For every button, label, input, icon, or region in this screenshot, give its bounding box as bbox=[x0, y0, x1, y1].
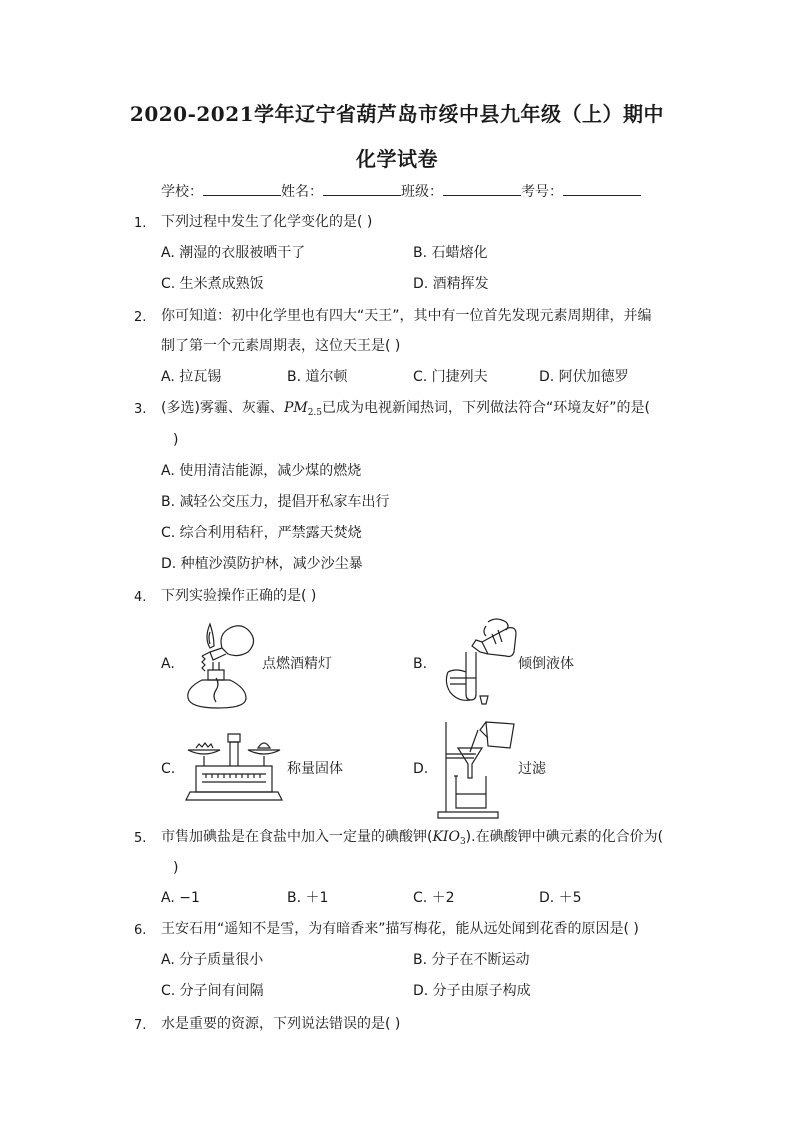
question-stem-line1: 你可知道：初中化学里也有四大“天王”，其中有一位首先发现元素周期律，并编 bbox=[161, 308, 652, 324]
question-stem-line1 bbox=[161, 828, 663, 851]
option-a-letter: A. bbox=[161, 656, 175, 672]
option-d-caption: 过滤 bbox=[518, 761, 546, 777]
option-c: C. 综合利用秸秆，严禁露天焚烧 bbox=[161, 525, 362, 541]
exam-title-line1: 2020-2021学年辽宁省葫芦岛市绥中县九年级（上）期中 bbox=[129, 102, 665, 126]
question-stem-line2: 制了第一个元素周期表，这位天王是( ) bbox=[161, 338, 401, 354]
name-blank[interactable] bbox=[323, 183, 401, 196]
option-d: D. 阿伏加德罗 bbox=[539, 369, 629, 385]
option-a: A. 分子质量很小 bbox=[161, 952, 264, 968]
question-number: 4. bbox=[134, 590, 147, 605]
number-blank[interactable] bbox=[563, 183, 641, 196]
option-b: B. 道尔顿 bbox=[287, 369, 348, 385]
student-info-line bbox=[161, 183, 641, 201]
pouring-liquid-illustration bbox=[436, 612, 518, 708]
option-d: D. 分子由原子构成 bbox=[413, 983, 531, 999]
question-number: 2. bbox=[134, 310, 147, 325]
option-b: B. 分子在不断运动 bbox=[413, 952, 530, 968]
formula-subscript: 3 bbox=[459, 837, 466, 847]
option-a: A. −1 bbox=[161, 890, 200, 906]
option-b: B. ＋1 bbox=[287, 890, 329, 906]
stem-text: 市售加碘盐是在食盐中加入一定量的碘酸钾( bbox=[161, 829, 433, 845]
question-stem-line2: ) bbox=[173, 432, 179, 448]
question-number: 1. bbox=[134, 216, 147, 231]
option-d: D. ＋5 bbox=[539, 890, 582, 906]
alcohol-lamp-lighting-illustration bbox=[180, 618, 262, 710]
option-c: C. 分子间有间隔 bbox=[161, 983, 264, 999]
question-stem-line2: ) bbox=[173, 860, 179, 876]
question-number: 7. bbox=[134, 1018, 147, 1033]
class-label: 班级： bbox=[401, 184, 443, 200]
stem-text: 已成为电视新闻热词，下列做法符合“环境友好”的是( bbox=[322, 400, 650, 416]
option-d: D. 种植沙漠防护林，减少沙尘暴 bbox=[161, 556, 363, 572]
formula-main: KIO bbox=[432, 829, 460, 845]
option-c-caption: 称量固体 bbox=[287, 761, 343, 777]
option-a-caption: 点燃酒精灯 bbox=[262, 656, 332, 672]
question-number: 6. bbox=[134, 923, 147, 938]
stem-text: (多选)雾霾、灰霾、 bbox=[161, 400, 284, 416]
option-d: D. 酒精挥发 bbox=[413, 276, 489, 292]
pm-formula bbox=[284, 400, 322, 416]
name-label: 姓名： bbox=[281, 184, 323, 200]
option-b-caption: 倾倒液体 bbox=[518, 656, 574, 672]
school-blank[interactable] bbox=[203, 183, 281, 196]
pm-main: PM bbox=[283, 400, 308, 416]
question-stem: 下列过程中发生了化学变化的是( ) bbox=[161, 214, 373, 230]
option-c: C. 生米煮成熟饭 bbox=[161, 276, 264, 292]
option-c-letter: C. bbox=[161, 761, 176, 777]
question-stem-line1 bbox=[161, 399, 650, 422]
option-c: C. ＋2 bbox=[413, 890, 455, 906]
question-stem: 下列实验操作正确的是( ) bbox=[161, 588, 317, 604]
option-a: A. 拉瓦锡 bbox=[161, 369, 222, 385]
balance-scale-illustration bbox=[184, 730, 284, 802]
pm-subscript: 2.5 bbox=[307, 408, 323, 418]
question-number: 3. bbox=[134, 402, 147, 417]
option-b-letter: B. bbox=[413, 656, 428, 672]
option-a: A. 使用清洁能源，减少煤的燃烧 bbox=[161, 463, 362, 479]
number-label: 考号： bbox=[521, 184, 563, 200]
stem-text: ).在碘酸钾中碘元素的化合价为( bbox=[465, 829, 664, 845]
option-a: A. 潮湿的衣服被晒干了 bbox=[161, 245, 306, 261]
question-stem: 水是重要的资源，下列说法错误的是( ) bbox=[161, 1016, 401, 1032]
filtration-apparatus-illustration bbox=[434, 718, 520, 820]
class-blank[interactable] bbox=[443, 183, 521, 196]
option-b: B. 石蜡熔化 bbox=[413, 245, 488, 261]
school-label: 学校： bbox=[161, 184, 203, 200]
kio3-formula bbox=[432, 829, 465, 845]
question-stem: 王安石用“遥知不是雪，为有暗香来”描写梅花，能从远处闻到花香的原因是( ) bbox=[161, 921, 639, 937]
question-number: 5. bbox=[134, 831, 147, 846]
exam-title-line2: 化学试卷 bbox=[356, 147, 438, 171]
option-b: B. 减轻公交压力，提倡开私家车出行 bbox=[161, 494, 390, 510]
option-c: C. 门捷列夫 bbox=[413, 369, 488, 385]
option-d-letter: D. bbox=[413, 761, 429, 777]
